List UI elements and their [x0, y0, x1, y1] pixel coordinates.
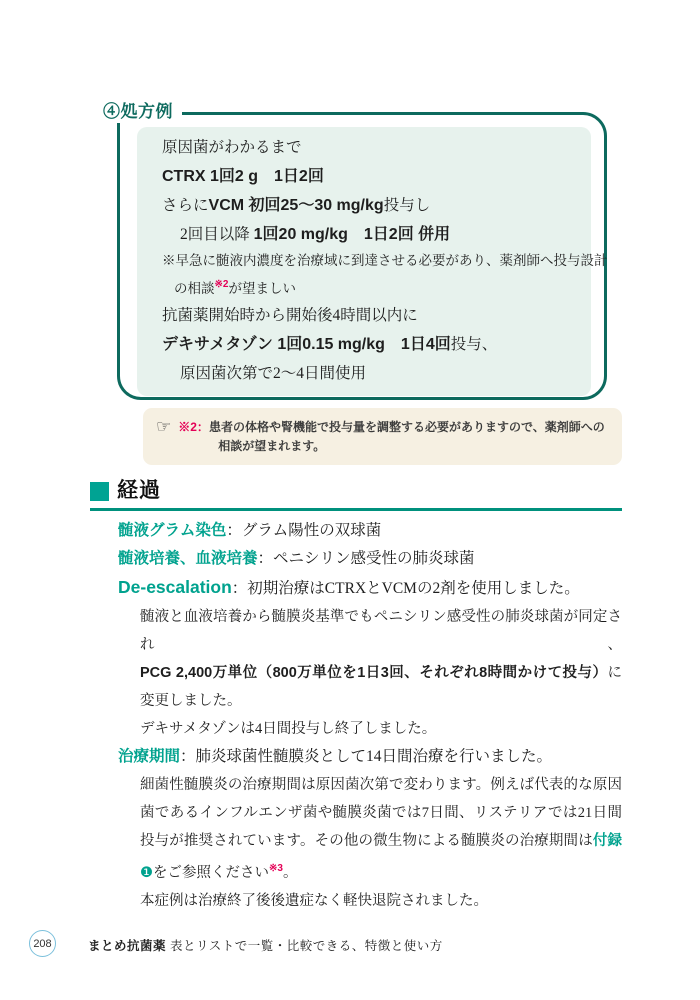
course-section-title: 経過	[117, 479, 161, 502]
footnote-box	[143, 408, 622, 465]
course-row-treatment-period: 治療期間：肺炎球菌性髄膜炎として14日間治療を行いました。	[118, 748, 553, 765]
course-paragraph: 髄液と血液培養から髄膜炎基準でもペニシリン感受性の肺炎球菌が同定され、PCG 2,400万単位（800万単位を1日3回、それぞれ8時間かけて投与）に変更しました。	[140, 609, 622, 709]
footnote-marker: ※2：	[178, 420, 209, 434]
section-square-bullet-icon	[90, 482, 109, 501]
prescription-section-title: ④処方例	[103, 100, 182, 123]
course-row-de-escalation: De-escalation：初期治療はCTRXとVCMの2剤を使用しました。	[118, 577, 580, 597]
footnote-text	[178, 418, 610, 456]
prescription-content-panel	[137, 127, 608, 396]
prescription-box	[117, 112, 607, 400]
course-paragraph: 細菌性髄膜炎の治療期間は原因菌次第で変わります。例えば代表的な原因菌であるインフルエンザ菌や髄膜炎菌では7日間、リステリアでは21日間投与が推奨されています。その他の微生物による髄膜炎の治療期間は付録❶をご参照ください$^{※3}$。	[140, 777, 623, 881]
prescription-line: 原因菌がわかるまで	[162, 139, 302, 156]
prescription-note-line: ※早急に髄液内濃度を治療域に到達させる必要があり、薬剤師へ投与設計	[162, 253, 608, 268]
pointing-hand-icon: ☞	[156, 417, 172, 437]
prescription-line: CTRX 1回2 g 1日2回	[162, 168, 324, 185]
course-row-culture: 髄液培養、血液培養：ペニシリン感受性の肺炎球菌	[118, 550, 475, 567]
prescription-line: 抗菌薬開始時から開始後4時間以内に	[162, 307, 418, 324]
footer-title: まとめ抗菌薬 表とリストで一覧・比較できる、特徴と使い方	[88, 939, 443, 953]
prescription-line: デキサメタゾン 1回0.15 mg/kg 1日4回投与、	[162, 336, 498, 353]
course-paragraph: デキサメタゾンは4日間投与し終了しました。	[140, 721, 437, 737]
course-section-header	[90, 480, 622, 511]
course-row-gram-stain: 髄液グラム染色：グラム陽性の双球菌	[118, 522, 382, 539]
prescription-line: 2回目以降 1回20 mg/kg 1日2回 併用	[180, 226, 451, 243]
prescription-line: 原因菌次第で2～4日間使用	[180, 365, 367, 382]
footnote-body-text: 患者の体格や腎機能で投与量を調整する必要がありますので、薬剤師への相談が望まれます。	[208, 420, 605, 453]
prescription-line: さらにVCM 初回25～30 mg/kg投与し	[162, 197, 431, 214]
prescription-note-line: の相談$^{※2}$が望ましい	[174, 279, 296, 296]
course-section-body	[118, 517, 622, 915]
page-number-badge: 208	[29, 930, 56, 957]
course-paragraph: 本症例は治療終了後後遺症なく軽快退院されました。	[140, 893, 488, 909]
